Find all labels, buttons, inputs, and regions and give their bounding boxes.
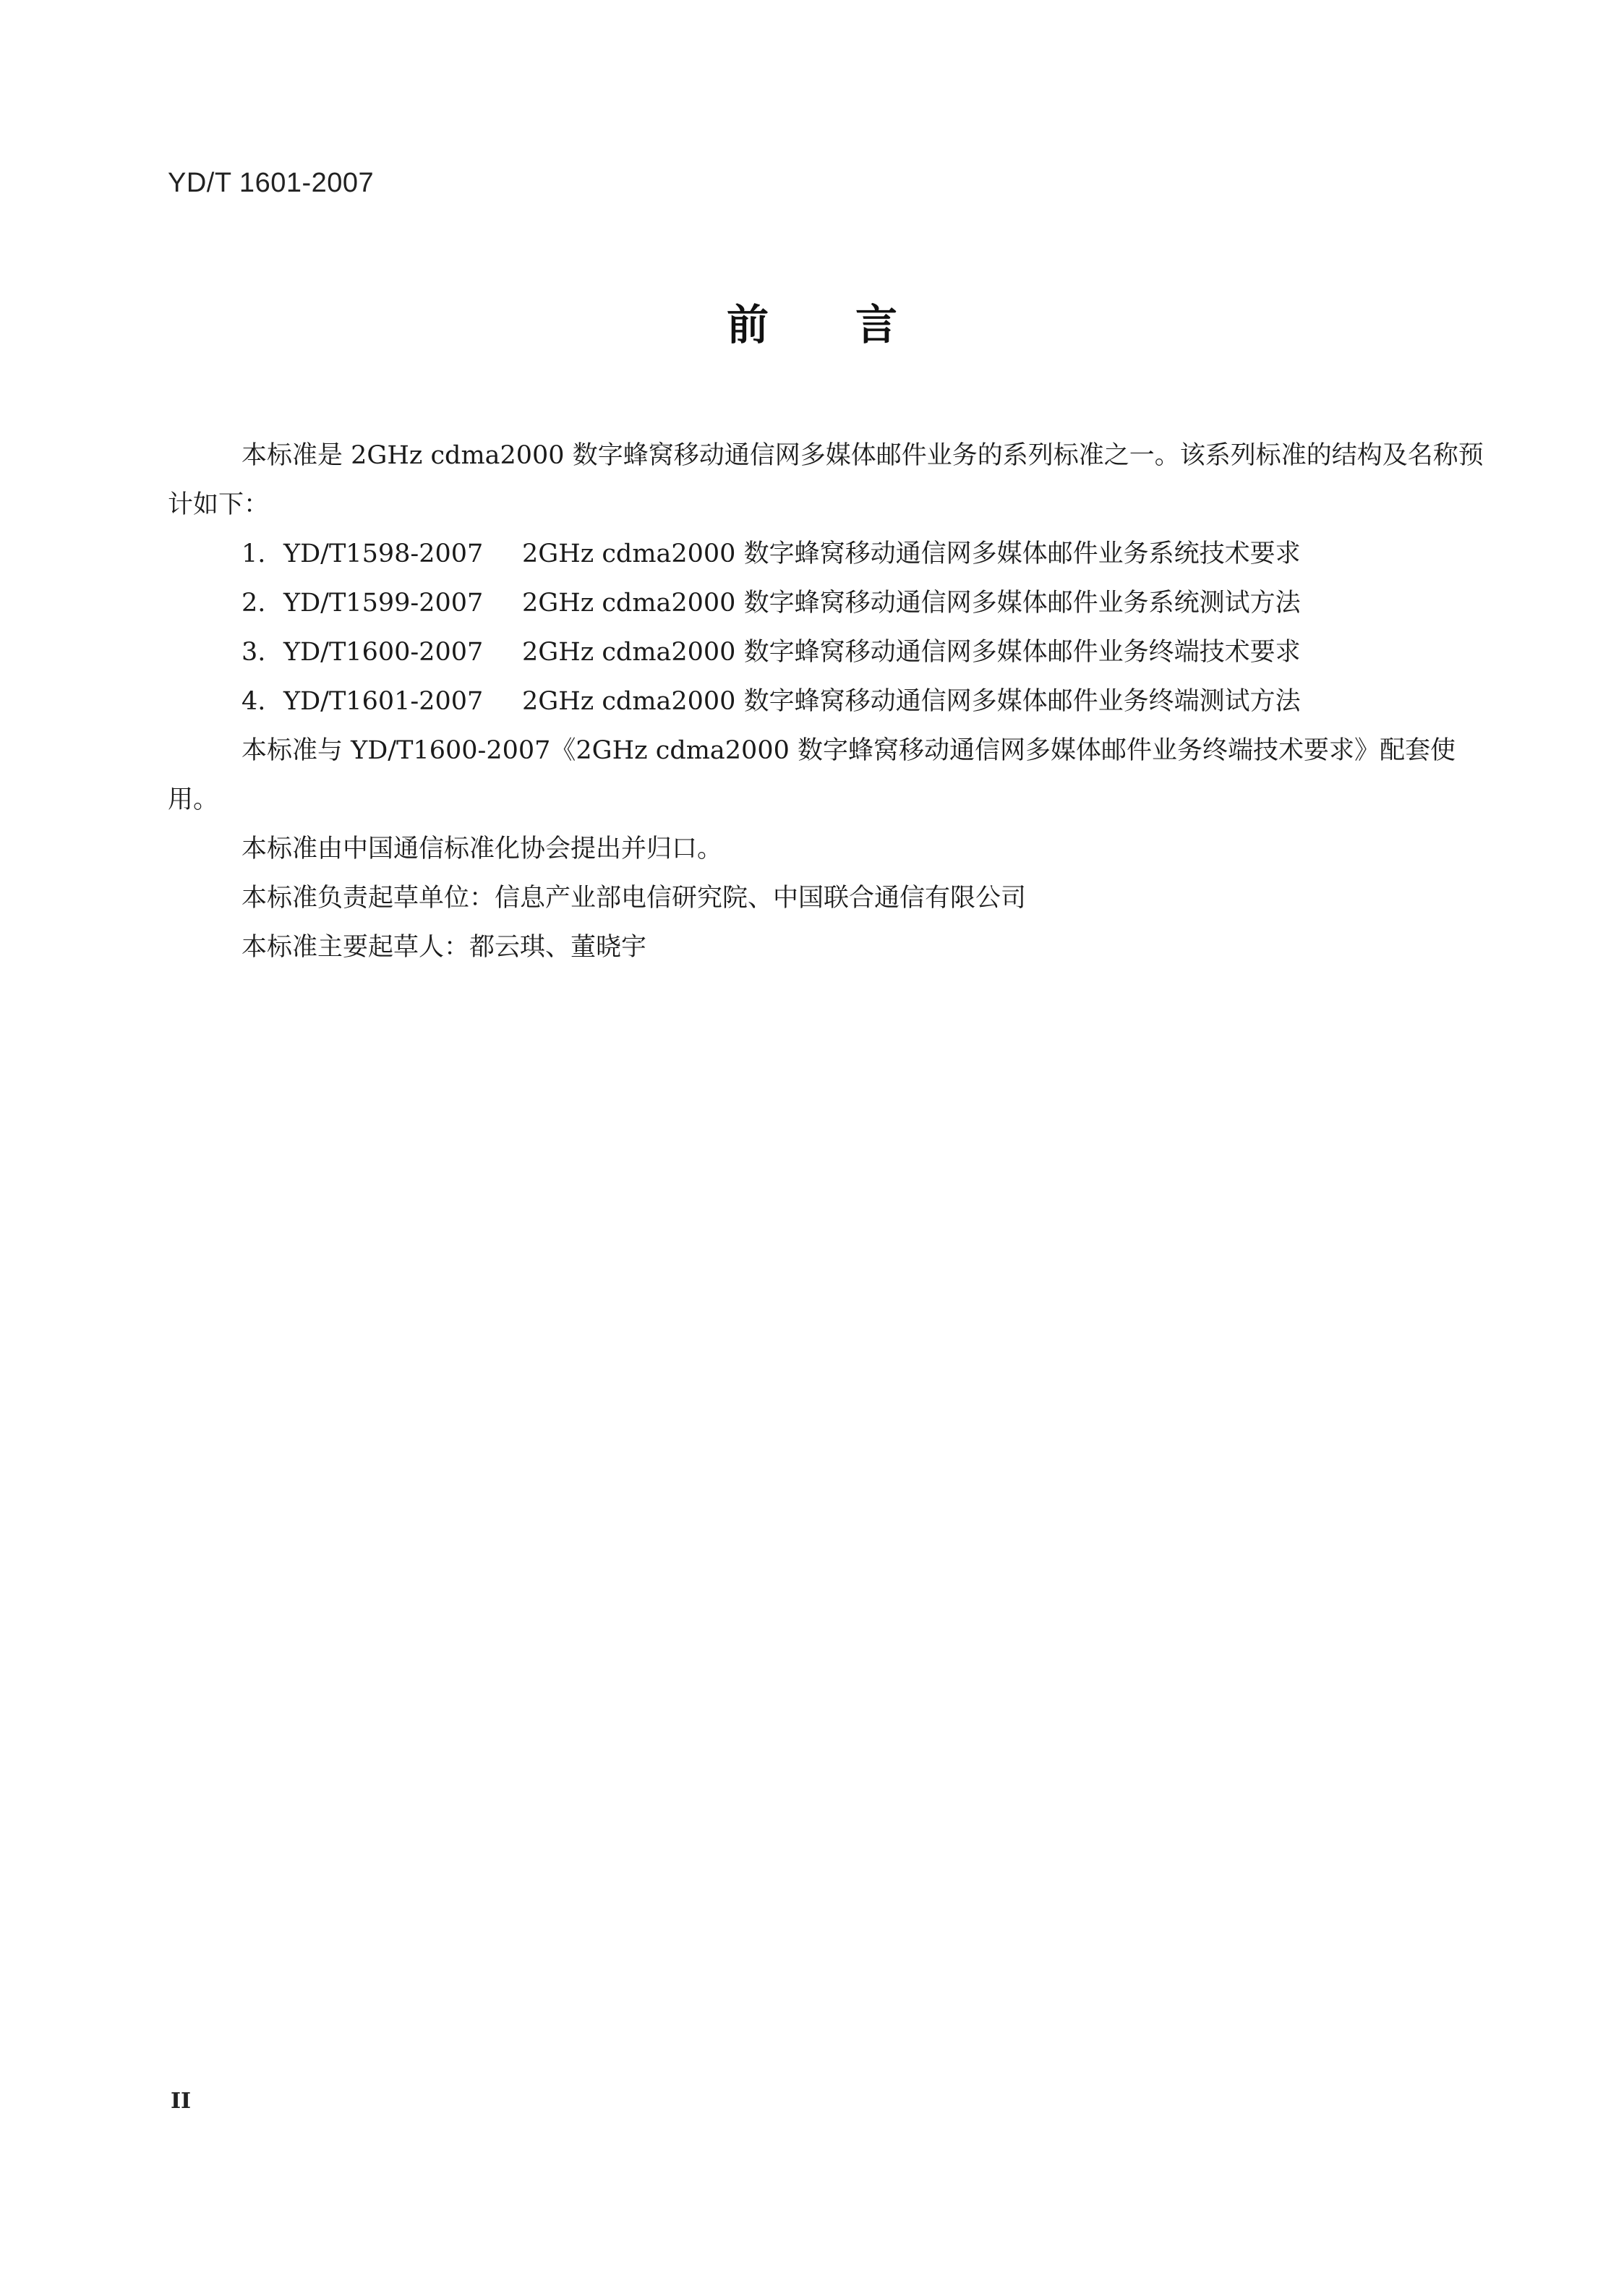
series-item-code: YD/T1598-2007 [283,539,484,568]
series-item-name: 2GHz cdma2000 数字蜂窝移动通信网多媒体邮件业务系统测试方法 [522,589,1301,618]
proposer-paragraph: 本标准由中国通信标准化协会提出并归口。 [242,835,723,863]
series-item-2 [168,579,1484,628]
series-item-1 [168,529,1484,579]
series-list [168,529,1484,726]
series-item-number: 2. [242,589,266,618]
drafters-paragraph: 本标准主要起草人：都云琪、董晓宇 [242,933,647,962]
document-code-header: YD/T 1601-2007 [168,168,375,198]
page-number: II [171,2088,192,2114]
series-item-name: 2GHz cdma2000 数字蜂窝移动通信网多媒体邮件业务系统技术要求 [522,539,1301,568]
series-item-number: 3. [242,638,266,667]
drafting-unit-paragraph: 本标准负责起草单位：信息产业部电信研究院、中国联合通信有限公司 [242,884,1027,913]
series-item-code: YD/T1600-2007 [283,638,484,667]
intro-paragraph: 本标准是 2GHz cdma2000 数字蜂窝移动通信网多媒体邮件业务的系列标准之一。该系列标准的结构及名称预计如下： [168,441,1484,519]
series-item-4 [168,677,1484,726]
companion-paragraph: 本标准与 YD/T1600-2007《2GHz cdma2000 数字蜂窝移动通信网多媒体邮件业务终端技术要求》配套使用。 [168,736,1456,814]
page-title: 前言 [726,300,984,349]
series-item-number: 1. [242,539,266,568]
series-item-name: 2GHz cdma2000 数字蜂窝移动通信网多媒体邮件业务终端测试方法 [522,687,1301,716]
series-item-code: YD/T1599-2007 [283,589,484,618]
series-item-name: 2GHz cdma2000 数字蜂窝移动通信网多媒体邮件业务终端技术要求 [522,638,1301,667]
series-item-code: YD/T1601-2007 [283,687,484,716]
series-item-3 [168,628,1484,677]
series-item-number: 4. [242,687,266,716]
foreword-body [168,431,1484,972]
